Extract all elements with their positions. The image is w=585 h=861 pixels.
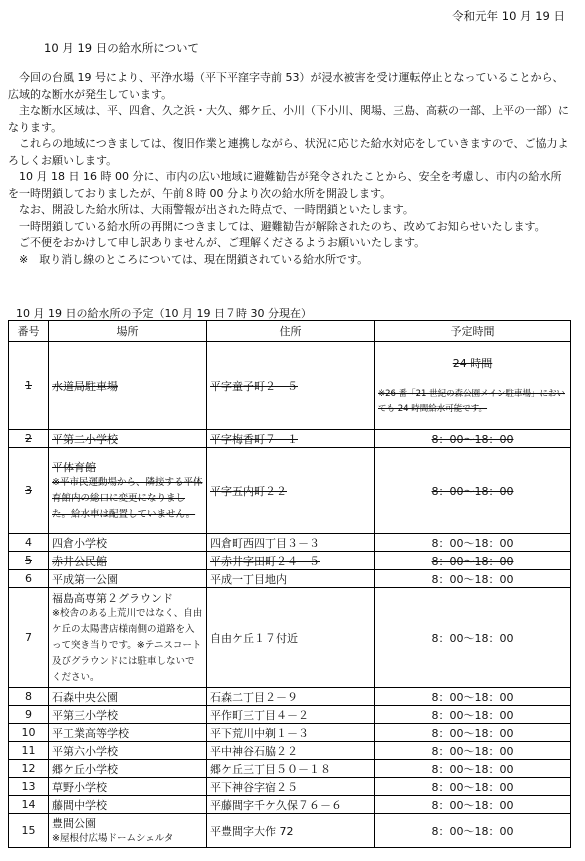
- table-row: [9, 570, 571, 588]
- row-place: 平工業高等学校: [49, 724, 207, 742]
- row-address: 平作町三丁目４－２: [207, 706, 375, 724]
- row-address: 平中神谷石脇２２: [207, 742, 375, 760]
- row-number: 6: [9, 570, 49, 588]
- row-number: 4: [9, 534, 49, 552]
- paragraph: これらの地域につきましては、復旧作業と連携しながら、状況に応じた給水対応をしていきますので、ご協力よろしくお願いします。: [8, 137, 569, 167]
- row-time-note: ※26 番「21 世紀の森公園メイン駐車場」においても 24 時間給水可能です。: [378, 388, 565, 414]
- row-time: 8：00～18：00: [375, 760, 571, 778]
- table-row: [9, 534, 571, 552]
- row-place: 福島高専第２グラウンド: [52, 591, 173, 605]
- row-number: 8: [9, 688, 49, 706]
- row-place: 四倉小学校: [49, 534, 207, 552]
- table-row: [9, 552, 571, 570]
- row-number: 3: [9, 448, 49, 534]
- row-number: 10: [9, 724, 49, 742]
- row-address: 平字五内町２２: [207, 448, 375, 534]
- row-place: 赤井公民館: [49, 552, 207, 570]
- row-time: 8：00～18：00: [375, 814, 571, 848]
- row-address: 郷ケ丘三丁目５０－１８: [207, 760, 375, 778]
- header-time: 予定時間: [375, 321, 571, 342]
- row-time: 8：00～18：00: [375, 706, 571, 724]
- paragraph: 主な断水区域は、平、四倉、久之浜・大久、郷ケ丘、小川（下小川、関場、三島、高萩の一部、上平の一部）になります。: [8, 104, 569, 134]
- row-place: 郷ケ丘小学校: [49, 760, 207, 778]
- row-number: 14: [9, 796, 49, 814]
- row-time: 8：00～18：00: [375, 588, 571, 688]
- row-place: 平第二小学校: [49, 430, 207, 448]
- table-row: [9, 796, 571, 814]
- paragraph: 今回の台風 19 号により、平浄水場（平下平窪字寺前 53）が浸水被害を受け運転停止となっていることから、広域的な断水が発生しています。: [8, 71, 564, 101]
- row-time: 8：00～18：00: [375, 688, 571, 706]
- row-place-cell: [49, 588, 207, 688]
- schedule-title: 10 月 19 日の給水所の予定（10 月 19 日７時 30 分現在）: [16, 307, 312, 320]
- table-row: [9, 760, 571, 778]
- row-time: 8：00～18：00: [375, 570, 571, 588]
- row-place: 平成第一公園: [49, 570, 207, 588]
- row-number: 9: [9, 706, 49, 724]
- row-address: 平下神谷字宿２５: [207, 778, 375, 796]
- document-title: 10 月 19 日の給水所について: [44, 41, 200, 55]
- row-time: 8：00～18：00: [375, 724, 571, 742]
- row-address: 平字童子町２－５: [207, 342, 375, 430]
- row-number: 12: [9, 760, 49, 778]
- row-time: 8：00～18：00: [375, 552, 571, 570]
- row-address: 石森二丁目２－９: [207, 688, 375, 706]
- row-number: 11: [9, 742, 49, 760]
- row-number: 7: [9, 588, 49, 688]
- row-address: 自由ケ丘１７付近: [207, 588, 375, 688]
- document-date: 令和元年 10 月 19 日: [452, 9, 565, 23]
- row-address: 平赤井字田町２４－５: [207, 552, 375, 570]
- row-address: 平字梅香町７－１: [207, 430, 375, 448]
- table-row: [9, 742, 571, 760]
- row-time: 8：00～18：00: [375, 778, 571, 796]
- schedule-table: [8, 320, 571, 848]
- table-row: [9, 724, 571, 742]
- row-time: 8：00～18：00: [375, 430, 571, 448]
- row-place-note: ※校舎のある上荒川ではなく、自由ケ丘の太陽書店様南側の道路を入って突き当りです。※テニスコート及びグラウンドには駐車しないでください。: [52, 607, 203, 683]
- row-place: 平第六小学校: [49, 742, 207, 760]
- paragraph: ご不便をおかけして申し訳ありませんが、ご理解くださるようお願いいたします。: [19, 236, 426, 249]
- row-place-cell: [49, 448, 207, 534]
- row-place: 藤間中学校: [49, 796, 207, 814]
- row-place-cell: [49, 814, 207, 848]
- paragraph: ※ 取り消し線のところについては、現在閉鎖されている給水所です。: [19, 252, 369, 266]
- header-number: 番号: [9, 321, 49, 342]
- table-row: [9, 688, 571, 706]
- paragraph: 一時閉鎖している給水所の再開につきましては、避難勧告が解除されたのち、改めてお知らせいたします。: [19, 219, 546, 233]
- row-place: 石森中央公園: [49, 688, 207, 706]
- row-time: 8：00～18：00: [375, 796, 571, 814]
- table-row: [9, 814, 571, 848]
- row-address: 平藤間字千ケ久保７６－６: [207, 796, 375, 814]
- row-number: 2: [9, 430, 49, 448]
- row-address: 平成一丁目地内: [207, 570, 375, 588]
- row-time: 8：00～18：00: [375, 448, 571, 534]
- row-time-cell: [375, 342, 571, 430]
- table-row: [9, 588, 571, 688]
- row-place: 平第三小学校: [49, 706, 207, 724]
- table-row: [9, 448, 571, 534]
- row-address: 四倉町西四丁目３－３: [207, 534, 375, 552]
- table-header-row: [9, 321, 571, 342]
- row-place-note: ※屋根付広場ドームシェルタ: [52, 832, 174, 844]
- row-number: 5: [9, 552, 49, 570]
- paragraph: なお、開設した給水所は、大雨警報が出された時点で、一時閉鎖といたします。: [19, 203, 414, 216]
- row-number: 15: [9, 814, 49, 848]
- row-number: 13: [9, 778, 49, 796]
- table-row: [9, 706, 571, 724]
- table-row: [9, 342, 571, 430]
- row-time: 8：00～18：00: [375, 742, 571, 760]
- row-place: 平体育館: [52, 460, 96, 474]
- table-row: [9, 778, 571, 796]
- row-address: 平豊間字大作 72: [207, 814, 375, 848]
- paragraph: 10 月 18 日 16 時 00 分に、市内の広い地域に避難勧告が発令されたことから、安全を考慮し、市内の給水所を一時閉鎖しておりましたが、午前８時 00 分より次の給水所を開設します。: [8, 170, 562, 200]
- row-time: 8：00～18：00: [375, 534, 571, 552]
- row-place: 豊間公園: [52, 816, 96, 830]
- row-number: 1: [9, 342, 49, 430]
- row-place-note: ※平市民運動場から、隣接する平体育館内の総口に変更になりました。給水車は配置していません。: [52, 476, 203, 520]
- row-place: 水道局駐車場: [49, 342, 207, 430]
- row-place: 草野小学校: [49, 778, 207, 796]
- notice-body: [8, 70, 571, 268]
- header-place: 場所: [49, 321, 207, 342]
- table-row: [9, 430, 571, 448]
- row-time: 24 時間: [452, 356, 493, 370]
- row-address: 平下荒川中剃１－３: [207, 724, 375, 742]
- header-address: 住所: [207, 321, 375, 342]
